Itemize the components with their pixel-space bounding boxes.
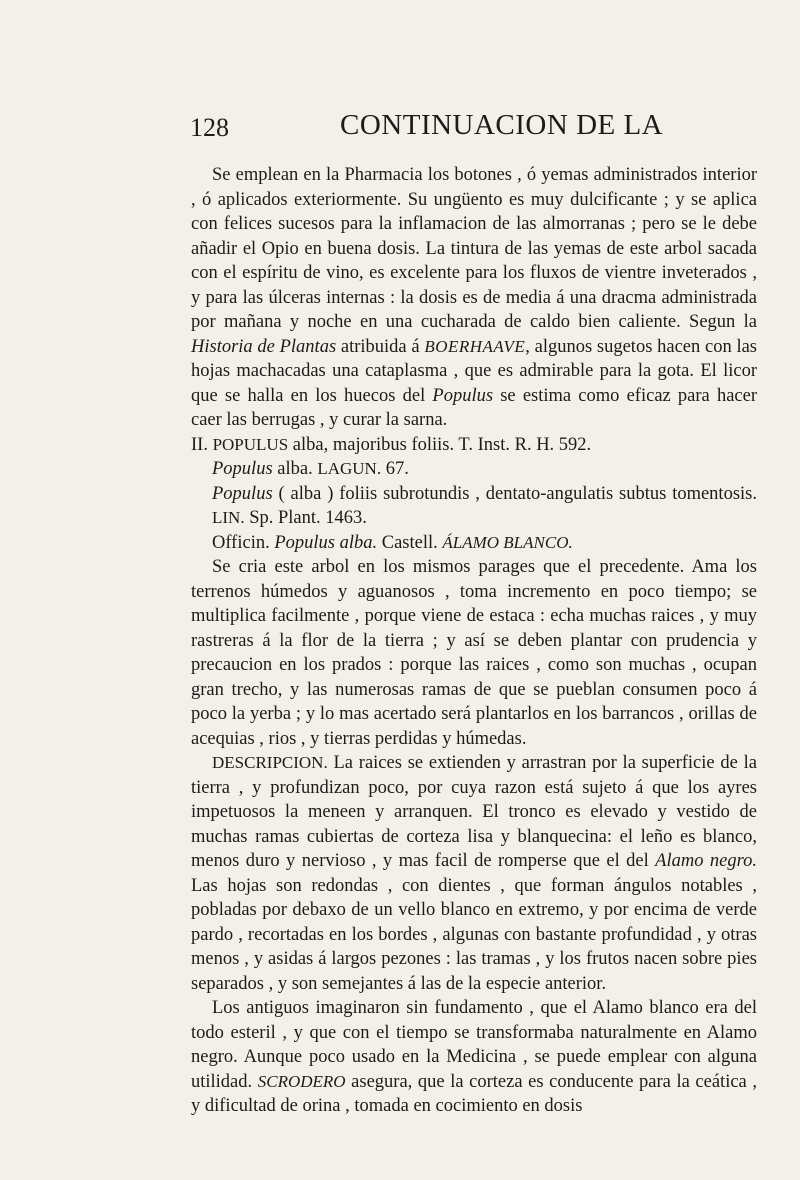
paragraph-beliefs: Los antiguos imaginaron sin fundamento , que el Alamo blanco era del todo esteril , y que con el tiempo se transformaba naturalmente en Alamo negro. Aunque poco usado en la Medicina , se puede emplear con alguna utilidad. SCRODERO asegura, que la corteza es conducente para la ceática , y dificultad de orina , tomada en cocimiento en dosis: [191, 998, 757, 1116]
author-name: BOERHAAVE: [424, 336, 526, 356]
author-name: SCRODERO: [257, 1071, 346, 1091]
synonym-line: Populus alba. LAGUN. 67.: [212, 459, 409, 479]
running-head: CONTINUACION DE LA: [340, 109, 664, 141]
body-text: [191, 163, 757, 1119]
section-label: DESCRIPCION.: [212, 753, 328, 772]
synonym-line: Populus ( alba ) foliis subrotundis , dentato-angulatis subtus tomentosis. LIN. Sp. Plant. 1463.: [212, 483, 757, 528]
paragraph-description: DESCRIPCION. La raices se extienden y arrastran por la superficie de la tierra , y profundizan poco, por cuya razon está sujeto á que los ayres impetuosos la meneen y arranquen. El tronco es elevado y vestido de muchas ramas cubiertas de corteza lisa y blanquecina: el leño es blanco, menos duro y nervioso , y mas facil de romperse que el del Alamo negro. Las hojas son redondas , con dientes , que forman ángulos notables , pobladas por debaxo de un vello blanco en extremo, y por encima de verde pardo , recortadas en los bordes , algunas con bastante profundidad , y otras menos , y asidas á largos pezones : las tramas , y los frutos nacen sobre pies separados , y son semejantes á las de la especie anterior.: [191, 753, 757, 994]
paragraph-uses: Se emplean en la Pharmacia los botones , ó yemas administrados interior , ó aplicados exteriormente. Su ungüento es muy dulcificante ; y se aplica con felices sucesos para la inflamacion de las almorranas ; pero se le debe añadir el Opio en buena dosis. La tintura de las yemas de este arbol sacada con el espíritu de vino, es excelente para los fluxos de vientre inveterados , y para las úlceras internas : la dosis es de media á una dracma administrada por mañana y noche en una cucharada de caldo bien caliente. Segun la Historia de Plantas atribuida á BOERHAAVE, algunos sugetos hacen con las hojas machacadas una cataplasma , que es admirable para la gota. El licor que se halla en los huecos del Populus se estima como eficaz para hacer caer las berrugas , y curar la sarna.: [191, 165, 758, 430]
page-number: 128: [190, 113, 229, 142]
synonym-line: II. POPULUS alba, majoribus foliis. T. Inst. R. H. 592.: [191, 434, 592, 455]
genus-name: Populus: [432, 385, 494, 406]
common-name: ÁLAMO BLANCO.: [442, 532, 573, 552]
synonym-line: Officin. Populus alba. Castell. ÁLAMO BLANCO.: [212, 532, 573, 553]
paragraph-habitat: Se cria este arbol en los mismos parages que el precedente. Ama los terrenos húmedos y aguanosos , toma incremento en poco tiempo; se multiplica facilmente , porque viene de estaca : echa muchas raices , y muy rastreras á la flor de la tierra ; y así se deben plantar con prudencia y precaucion en los prados : porque las raices , como son muchas , ocupan gran trecho, y las numerosas ramas de que se pueblan consumen poco á poco la yerba ; y lo mas acertado será plantarlos en los barrancos , orillas de acequias , rios , y tierras perdidas y húmedas.: [191, 557, 757, 749]
page-header: [190, 109, 750, 153]
book-title: Historia de Plantas: [191, 336, 337, 357]
